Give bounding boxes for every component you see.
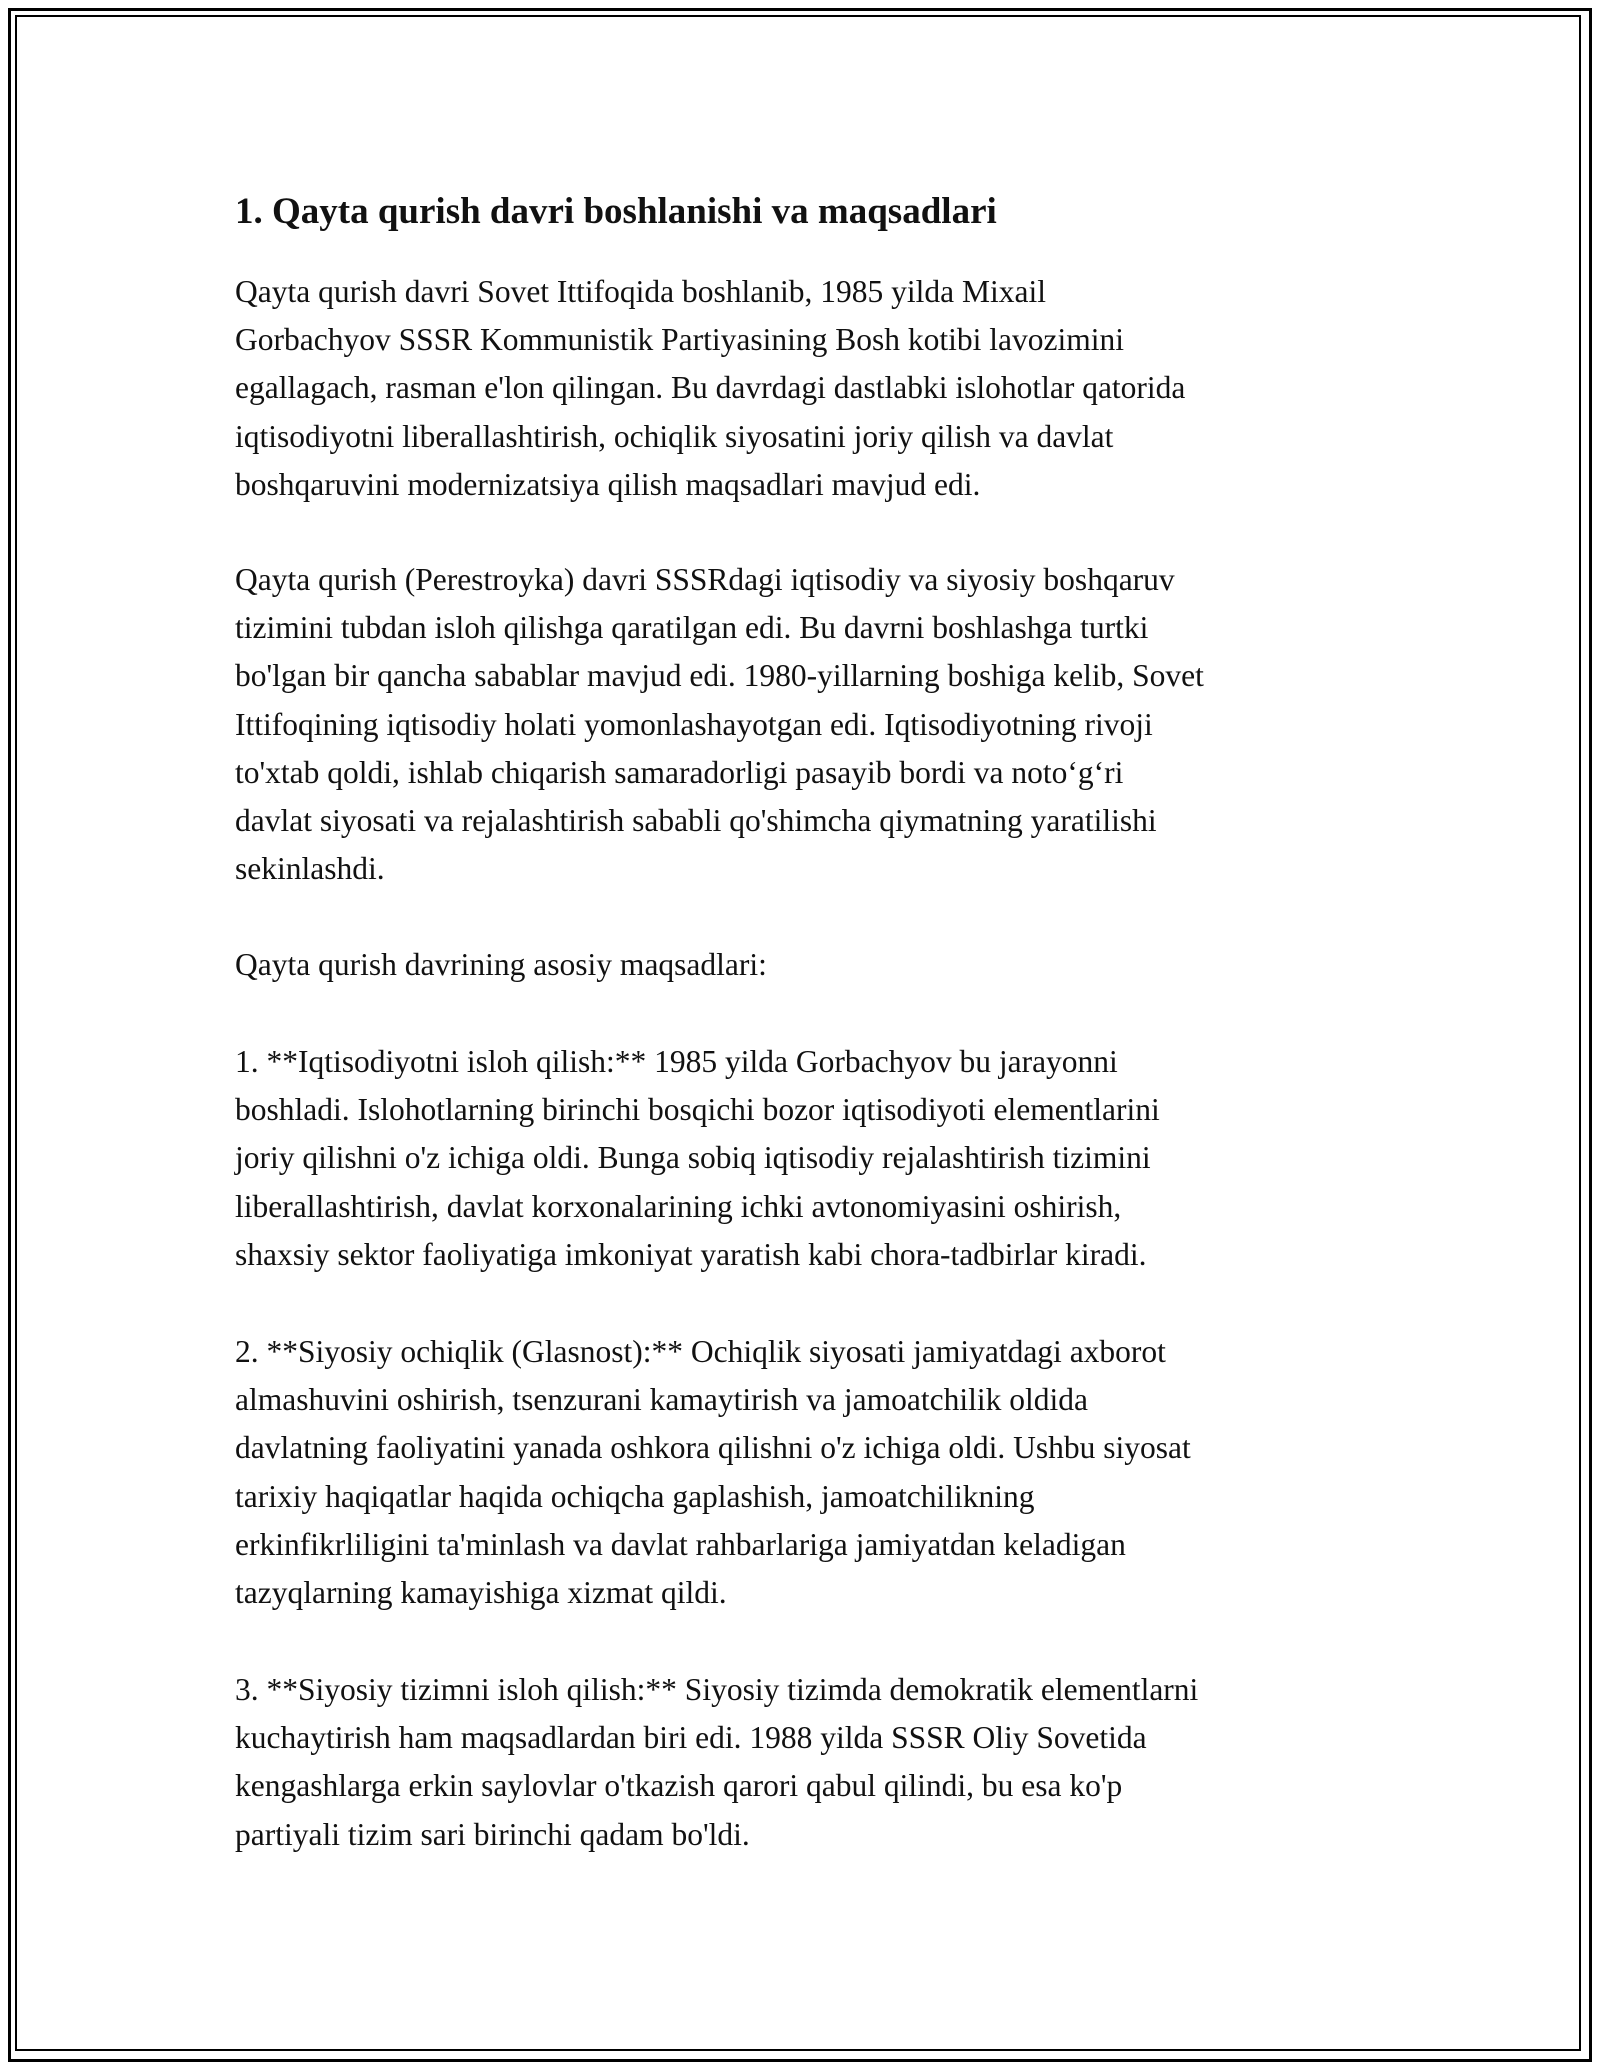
list-item-economic-reform: 1. **Iqtisodiyotni isloh qilish:** 1985 yilda Gorbachyov bu jarayonni boshladi. Islohotlarning birinchi bosqichi bozor iqtisodiyoti elementlarini joriy qilishni o'z ichiga oldi. Bunga sobiq iqtisodiy rejalashtirish tizimini liberallashtirish, davlat korxonalarining ichki avtonomiyasini oshirish, shaxsiy sektor faoliyatiga imkoniyat yaratish kabi chora-tadbirlar kiradi.	[235, 1044, 1160, 1272]
paragraph-goals-lead: Qayta qurish davrining asosiy maqsadlari:	[235, 947, 767, 982]
paragraph-intro: Qayta qurish davri Sovet Ittifoqida boshlanib, 1985 yilda Mixail Gorbachyov SSSR Kommunistik Partiyasining Bosh kotibi lavozimini egallagach, rasman e'lon qilingan. Bu davrdagi dastlabki islohotlar qatorida iqtisodiyotni liberallashtirish, ochiqlik siyosatini joriy qilish va davlat boshqaruvini modernizatsiya qilish maqsadlari mavjud edi.	[235, 274, 1186, 502]
document-body	[235, 188, 1385, 1852]
section-heading: 1. Qayta qurish davri boshlanishi va maqsadlari	[235, 191, 997, 232]
list-item-glasnost: 2. **Siyosiy ochiqlik (Glasnost):** Ochiqlik siyosati jamiyatdagi axborot almashuvini oshirish, tsenzurani kamaytirish va jamoatchilik oldida davlatning faoliyatini yanada oshkora qilishni o'z ichiga oldi. Ushbu siyosat tarixiy haqiqatlar haqida ochiqcha gaplashish, jamoatchilikning erkinfikrliligini ta'minlash va davlat rahbarlariga jamiyatdan keladigan tazyqlarning kamayishiga xizmat qildi.	[235, 1334, 1191, 1611]
paragraph-causes: Qayta qurish (Perestroyka) davri SSSRdagi iqtisodiy va siyosiy boshqaruv tizimini tubdan isloh qilishga qaratilgan edi. Bu davrni boshlashga turtki bo'lgan bir qancha sabablar mavjud edi. 1980-yillarning boshiga kelib, Sovet Ittifoqining iqtisodiy holati yomonlashayotgan edi. Iqtisodiyotning rivoji to'xtab qoldi, ishlab chiqarish samaradorligi pasayib bordi va noto‘g‘ri davlat siyosati va rejalashtirish sababli qo'shimcha qiymatning yaratilishi sekinlashdi.	[235, 562, 1204, 887]
list-item-political-reform: 3. **Siyosiy tizimni isloh qilish:** Siyosiy tizimda demokratik elementlarni kuchaytirish ham maqsadlardan biri edi. 1988 yilda SSSR Oliy Sovetida kengashlarga erkin saylovlar o'tkazish qarori qabul qilindi, bu esa ko'p partiyali tizim sari birinchi qadam bo'ldi.	[235, 1672, 1199, 1852]
